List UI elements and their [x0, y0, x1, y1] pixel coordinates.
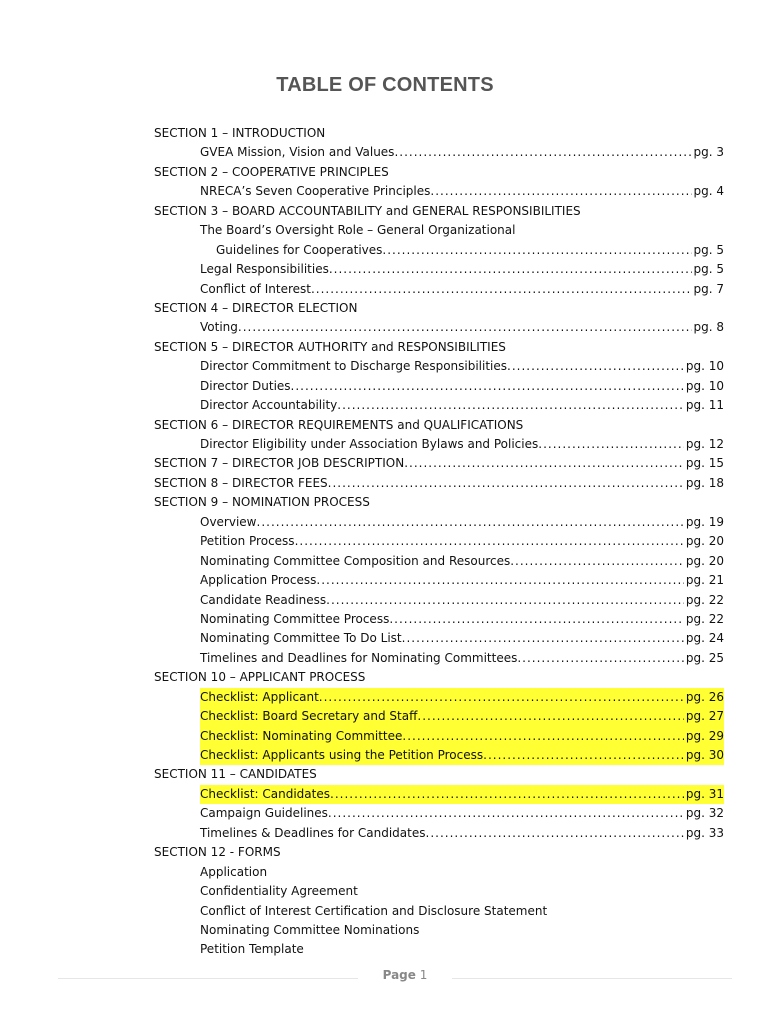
- toc-section-heading: [154, 124, 724, 143]
- toc-section-title: SECTION 5 – DIRECTOR AUTHORITY and RESPONSIBILITIES: [154, 339, 506, 354]
- toc-entry-row: [200, 318, 724, 337]
- toc-entry-title: SECTION 7 – DIRECTOR JOB DESCRIPTION: [154, 456, 405, 471]
- toc-section-title: SECTION 3 – BOARD ACCOUNTABILITY and GENERAL RESPONSIBILITIES: [154, 203, 581, 218]
- toc-page-ref: pg. 26: [685, 689, 724, 704]
- dot-leader: [417, 707, 683, 726]
- toc-entry: [154, 591, 724, 610]
- toc-entry-title: Checklist: Candidates: [200, 786, 330, 801]
- toc-entry-row: [200, 707, 724, 726]
- dot-leader: [330, 785, 684, 804]
- toc-entry-title: Confidentiality Agreement: [200, 884, 358, 899]
- toc-page-ref: pg. 3: [693, 145, 724, 160]
- toc-section-heading: [154, 765, 724, 784]
- dot-leader: [257, 513, 684, 532]
- dot-leader: [382, 241, 691, 260]
- toc-page-ref: pg. 31: [685, 786, 724, 801]
- toc-page-ref: pg. 18: [685, 475, 724, 490]
- toc-page-ref: pg. 20: [685, 534, 724, 549]
- toc-entry-row: [200, 532, 724, 551]
- toc-entry-row: [216, 241, 724, 260]
- toc-section-heading: [154, 493, 724, 512]
- toc-entry-title: Checklist: Nominating Committee: [200, 728, 403, 743]
- toc-entry: [154, 435, 724, 454]
- toc-entry-title: Conflict of Interest: [200, 281, 311, 296]
- dot-leader: [538, 435, 684, 454]
- toc-entry-highlighted: [154, 707, 724, 726]
- dot-leader: [311, 280, 692, 299]
- table-of-contents: [154, 124, 724, 960]
- toc-entry-title: Candidate Readiness: [200, 592, 327, 607]
- toc-entry: [154, 824, 724, 843]
- toc-entry: [154, 649, 724, 668]
- toc-section-heading: [154, 843, 724, 862]
- toc-page-ref: pg. 29: [685, 728, 724, 743]
- toc-entry-row: [200, 143, 724, 162]
- toc-section-heading: [154, 474, 724, 493]
- toc-section-heading: [154, 338, 724, 357]
- dot-leader: [483, 746, 684, 765]
- dot-leader: [510, 552, 684, 571]
- page-title: TABLE OF CONTENTS: [276, 74, 494, 96]
- toc-entry: [154, 182, 724, 201]
- toc-entry-title: Guidelines for Cooperatives: [216, 242, 383, 257]
- toc-section-title: SECTION 9 – NOMINATION PROCESS: [154, 495, 370, 510]
- toc-entry-title: GVEA Mission, Vision and Values: [200, 145, 395, 160]
- toc-entry: [154, 280, 724, 299]
- toc-entry-row: [200, 435, 724, 454]
- page-label: Page: [382, 968, 416, 982]
- toc-entry-row: [200, 591, 724, 610]
- dot-leader: [517, 649, 684, 668]
- toc-entry-highlighted: [154, 688, 724, 707]
- dot-leader: [295, 532, 684, 551]
- toc-entry-title: Petition Process: [200, 534, 295, 549]
- toc-entry-row: [200, 377, 724, 396]
- toc-section-heading: [154, 202, 724, 221]
- toc-entry: [154, 882, 724, 901]
- toc-page-ref: pg. 8: [693, 320, 724, 335]
- toc-entry: [154, 357, 724, 376]
- toc-entry-row: [200, 571, 724, 590]
- toc-entry-title: Petition Template: [200, 942, 304, 957]
- toc-entry-title: SECTION 8 – DIRECTOR FEES: [154, 475, 328, 490]
- toc-entry-title: Campaign Guidelines: [200, 806, 328, 821]
- toc-page-ref: pg. 27: [685, 709, 724, 724]
- dot-leader: [329, 260, 692, 279]
- toc-entry-title: The Board’s Oversight Role – General Organizational: [200, 223, 516, 238]
- toc-page-ref: pg. 33: [685, 825, 724, 840]
- toc-page-ref: pg. 30: [685, 748, 724, 762]
- toc-entry: [154, 552, 724, 571]
- toc-section-heading: [154, 454, 724, 473]
- dot-leader: [389, 610, 684, 629]
- toc-entry-row: [154, 474, 724, 493]
- toc-page-ref: pg. 10: [685, 378, 724, 393]
- toc-entry: [154, 940, 724, 959]
- dot-leader: [507, 357, 684, 376]
- toc-entry: [154, 921, 724, 940]
- toc-entry-title: Director Duties: [200, 378, 291, 393]
- toc-entry: [154, 221, 724, 240]
- toc-entry-title: Application: [200, 864, 268, 879]
- toc-entry-row: [200, 260, 724, 279]
- dot-leader: [430, 182, 691, 201]
- toc-entry-title: Timelines and Deadlines for Nominating Committees: [200, 650, 518, 665]
- footer-rule-right: [452, 978, 732, 979]
- toc-page-ref: pg. 5: [693, 242, 724, 257]
- toc-section-title: SECTION 6 – DIRECTOR REQUIREMENTS and QUALIFICATIONS: [154, 417, 524, 432]
- toc-section-title: SECTION 12 - FORMS: [154, 845, 281, 860]
- toc-entry: [154, 241, 724, 260]
- dot-leader: [291, 377, 684, 396]
- toc-page-ref: pg. 12: [685, 437, 724, 451]
- toc-page-ref: pg. 7: [693, 281, 724, 296]
- toc-section-title: SECTION 10 – APPLICANT PROCESS: [154, 670, 366, 685]
- toc-entry-row: [200, 280, 724, 299]
- toc-section-title: SECTION 11 – CANDIDATES: [154, 767, 317, 782]
- toc-entry-row: [200, 649, 724, 668]
- toc-section-heading: [154, 299, 724, 318]
- toc-entry-title: Nominating Committee To Do List: [200, 631, 402, 646]
- toc-entry-title: Voting: [200, 320, 238, 335]
- dot-leader: [402, 727, 683, 746]
- toc-page-ref: pg. 32: [685, 806, 724, 821]
- toc-page-ref: pg. 5: [693, 262, 724, 277]
- toc-entry-row: [200, 785, 724, 804]
- toc-entry-title: Director Accountability: [200, 398, 338, 413]
- toc-page-ref: pg. 19: [685, 514, 724, 529]
- toc-entry: [154, 396, 724, 415]
- toc-entry: [154, 863, 724, 882]
- toc-entry: [154, 377, 724, 396]
- page-number-value: 1: [419, 968, 428, 982]
- toc-page-ref: pg. 4: [693, 184, 724, 199]
- toc-section-title: SECTION 2 – COOPERATIVE PRINCIPLES: [154, 164, 389, 179]
- toc-entry-row: [154, 454, 724, 473]
- toc-entry-highlighted: [154, 727, 724, 746]
- toc-entry-row: [200, 688, 724, 707]
- toc-entry-title: Checklist: Applicant: [200, 689, 319, 704]
- toc-section-title: SECTION 1 – INTRODUCTION: [154, 126, 326, 140]
- toc-entry-row: [200, 629, 724, 648]
- toc-entry-title: Nominating Committee Composition and Resources: [200, 553, 511, 568]
- dot-leader: [319, 688, 684, 707]
- toc-entry-title: Overview: [200, 514, 257, 529]
- dot-leader: [326, 591, 684, 610]
- page-number: [360, 968, 450, 982]
- toc-entry: [154, 513, 724, 532]
- toc-entry: [154, 260, 724, 279]
- toc-section-heading: [154, 668, 724, 687]
- toc-page-ref: pg. 11: [685, 398, 724, 413]
- dot-leader: [404, 454, 684, 473]
- toc-entry-title: Legal Responsibilities: [200, 262, 329, 277]
- toc-entry-title: Conflict of Interest Certification and Disclosure Statement: [200, 903, 548, 918]
- toc-entry-row: [200, 513, 724, 532]
- toc-entry-title: Director Commitment to Discharge Responsibilities: [200, 359, 508, 374]
- toc-entry-row: [200, 610, 724, 629]
- toc-entry-title: Checklist: Board Secretary and Staff: [200, 709, 418, 724]
- toc-entry-title: Application Process: [200, 573, 317, 588]
- toc-entry-highlighted: [154, 785, 724, 804]
- toc-entry-row: [200, 357, 724, 376]
- toc-page-ref: pg. 20: [685, 553, 724, 568]
- footer-rule-left: [58, 978, 358, 979]
- toc-entry: [154, 629, 724, 648]
- toc-entry-row: [200, 824, 724, 843]
- toc-page-ref: pg. 22: [685, 611, 724, 626]
- toc-page-ref: pg. 22: [685, 592, 724, 607]
- toc-entry-row: [200, 746, 724, 765]
- toc-section-heading: [154, 416, 724, 435]
- dot-leader: [316, 571, 683, 590]
- toc-entry: [154, 532, 724, 551]
- toc-entry-title: Timelines & Deadlines for Candidates: [200, 825, 426, 840]
- toc-entry-title: Nominating Committee Process: [200, 611, 390, 626]
- dot-leader: [402, 629, 684, 648]
- toc-section-title: SECTION 4 – DIRECTOR ELECTION: [154, 300, 358, 315]
- toc-entry-row: [200, 396, 724, 415]
- toc-page-ref: pg. 15: [685, 456, 724, 471]
- dot-leader: [426, 824, 684, 843]
- toc-page-ref: pg. 10: [685, 359, 724, 374]
- toc-entry-title: NRECA’s Seven Cooperative Principles: [200, 184, 431, 199]
- dot-leader: [394, 143, 691, 162]
- dot-leader: [328, 474, 684, 493]
- toc-section-heading: [154, 163, 724, 182]
- toc-entry-row: [200, 727, 724, 746]
- toc-entry-title: Nominating Committee Nominations: [200, 922, 420, 937]
- page-footer: [0, 968, 770, 988]
- toc-entry-title: Director Eligibility under Association Bylaws and Policies: [200, 437, 539, 451]
- dot-leader: [238, 318, 692, 337]
- toc-entry-row: [200, 182, 724, 201]
- toc-page-ref: pg. 25: [685, 650, 724, 665]
- toc-entry-row: [200, 804, 724, 823]
- dot-leader: [337, 396, 684, 415]
- dot-leader: [328, 804, 684, 823]
- toc-entry: [154, 804, 724, 823]
- toc-entry: [154, 318, 724, 337]
- toc-page-ref: pg. 21: [685, 573, 724, 588]
- toc-entry: [154, 571, 724, 590]
- toc-entry: [154, 610, 724, 629]
- toc-entry-highlighted: [154, 746, 724, 765]
- toc-page-ref: pg. 24: [685, 631, 724, 646]
- toc-entry: [154, 902, 724, 921]
- toc-entry-row: [200, 552, 724, 571]
- toc-entry: [154, 143, 724, 162]
- toc-entry-title: Checklist: Applicants using the Petition Process: [200, 748, 484, 762]
